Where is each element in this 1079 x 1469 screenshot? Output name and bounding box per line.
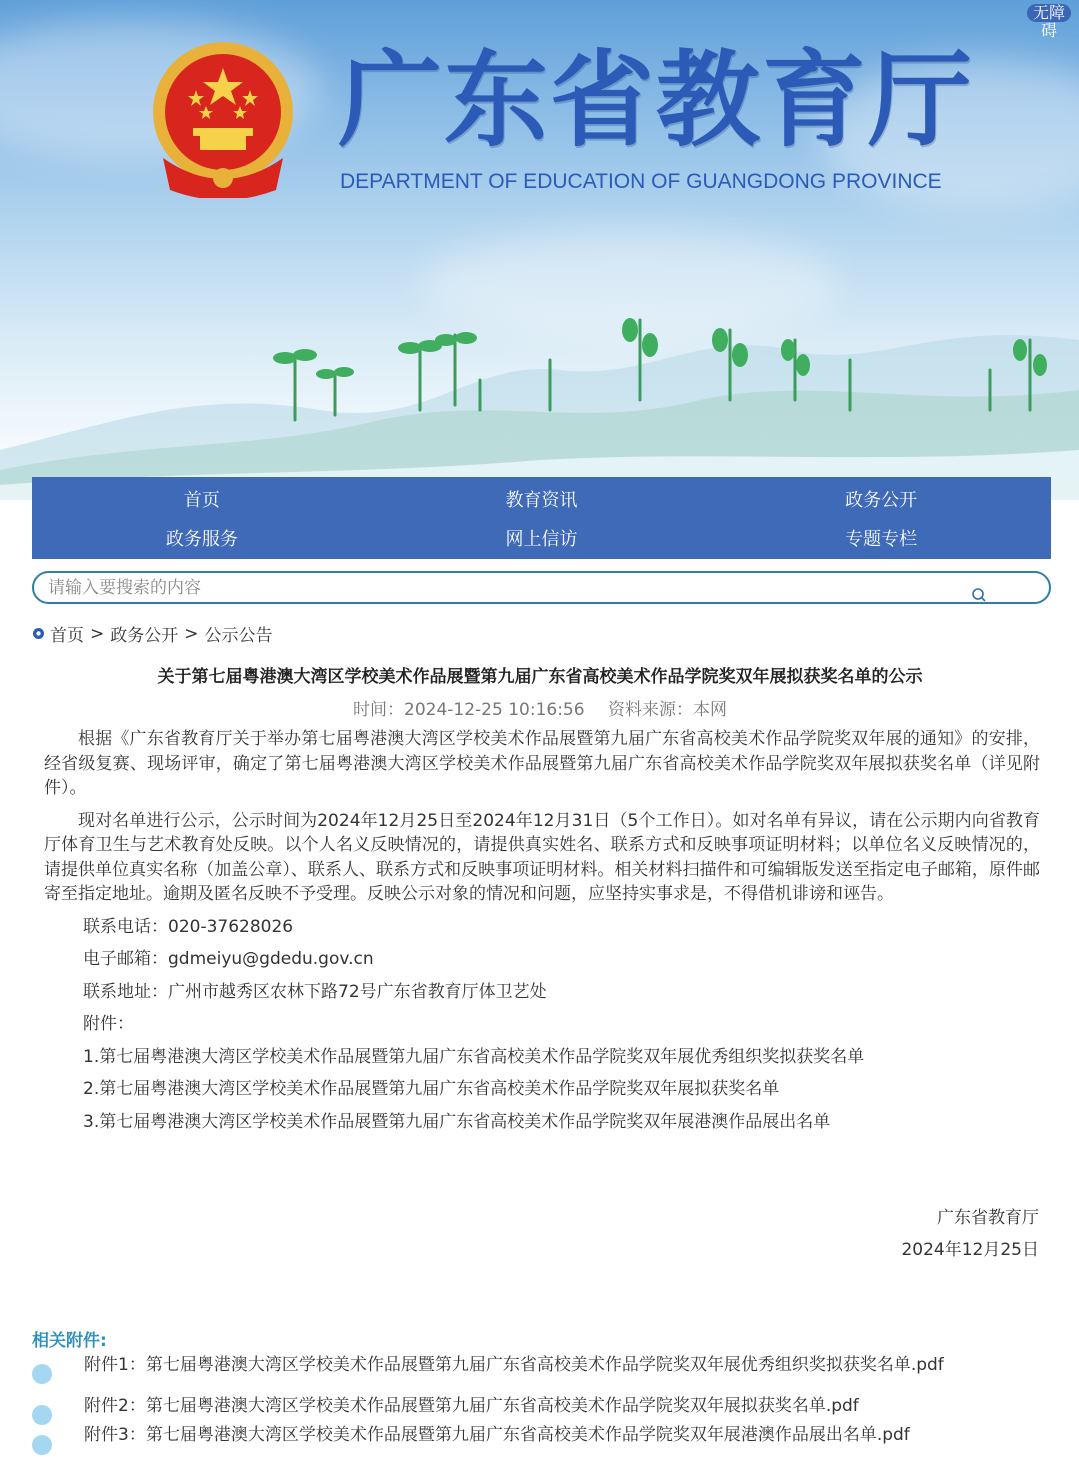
signature-org: 广东省教育厅 [937,1208,1039,1228]
search-bar [32,571,1051,604]
attachment-link-1[interactable]: 附件1：第七届粤港澳大湾区学校美术作品展暨第九届广东省高校美术作品学院奖双年展优秀组织奖拟获奖名单.pdf [84,1355,944,1375]
article-source: 资料来源：本网 [607,700,727,720]
site-subtitle: DEPARTMENT OF EDUCATION OF GUANGDONG PROVINCE [340,170,942,193]
breadcrumb-announcements[interactable]: 公示公告 [204,626,273,646]
related-attachment-2 [32,1396,1052,1416]
contact-phone: 联系电话：020-37628026 [83,916,294,937]
main-nav [32,477,1051,559]
contact-address: 联系地址：广州市越秀区农林下路72号广东省教育厅体卫艺处 [83,981,547,1002]
attachments-label: 附件： [83,1014,134,1035]
article-paragraph: 根据《广东省教育厅关于举办第七届粤港澳大湾区学校美术作品展暨第九届广东省高校美术作品学院奖双年展的通知》的安排，经省级复赛、现场评审，确定了第七届粤港澳大湾区学校美术作品展暨第九届广东省高校美术作品学院奖双年展拟获奖名单（详见附件）。 [44,729,1040,798]
signature-date: 2024年12月25日 [901,1240,1039,1260]
contact-email: 电子邮箱：gdmeiyu@gdedu.gov.cn [83,949,374,970]
nav-item-education-news[interactable]: 教育资讯 [505,489,578,511]
related-attachments-title: 相关附件: [32,1331,107,1351]
attachment-item: 3.第七届粤港澳大湾区学校美术作品展暨第九届广东省高校美术作品学院奖双年展港澳作品展出名单 [83,1112,831,1133]
related-attachment-3 [32,1425,1052,1445]
article-title: 关于第七届粤港澳大湾区学校美术作品展暨第九届广东省高校美术作品学院奖双年展拟获奖名单的公示 [157,667,923,687]
nav-item-home[interactable]: 首页 [183,489,220,511]
breadcrumb-separator: > [90,623,105,644]
national-emblem-icon [148,40,298,198]
accessibility-label-line1: 无障 [1027,4,1071,22]
breadcrumb-separator: > [184,623,199,644]
attachment-link-3[interactable]: 附件3：第七届粤港澳大湾区学校美术作品展暨第九届广东省高校美术作品学院奖双年展港澳作品展出名单.pdf [84,1425,910,1445]
article-body [44,727,1040,1143]
article-meta [40,695,1040,720]
article-paragraph: 现对名单进行公示，公示时间为2024年12月25日至2024年12月31日（5个工作日）。如对名单有异议，请在公示期内向省教育厅体育卫生与艺术教育处反映。以个人名义反映情况的，请提供真实姓名、联系方式和反映事项证明材料；以单位名义反映情况的，请提供单位真实名称（加盖公章）、联系人、联系方式和反映事项证明材料。相关材料扫描件和可编辑版发送至指定电子邮箱，原件邮寄至指定地址。逾期及匿名反映不予受理。反映公示对象的情况和问题，应坚持实事求是，不得借机诽谤和诬告。 [44,810,1040,904]
related-attachment-1 [32,1355,1052,1375]
bullet-dot-icon [32,1405,52,1425]
bullet-dot-icon [32,1364,52,1384]
nav-item-government-affairs[interactable]: 政务公开 [845,489,918,511]
site-title[interactable]: 广东省教育厅 [338,39,975,161]
attachment-item: 2.第七届粤港澳大湾区学校美术作品展暨第九届广东省高校美术作品学院奖双年展拟获奖名单 [83,1079,780,1100]
accessibility-label-line2: 碍 [1040,21,1057,40]
article-time: 时间：2024-12-25 10:16:56 [353,700,585,720]
bullet-dot-icon [32,1435,52,1455]
signature [901,1202,1039,1266]
attachment-item: 1.第七届粤港澳大湾区学校美术作品展暨第九届广东省高校美术作品学院奖双年展优秀组织奖拟获奖名单 [83,1046,865,1067]
accessibility-button[interactable] [1027,4,1071,40]
nav-item-online-petition[interactable]: 网上信访 [505,528,578,550]
breadcrumb-home[interactable]: 首页 [50,626,84,646]
attachment-link-2[interactable]: 附件2：第七届粤港澳大湾区学校美术作品展暨第九届广东省高校美术作品学院奖双年展拟获奖名单.pdf [84,1396,859,1416]
search-input[interactable] [48,575,968,600]
search-icon[interactable] [971,587,987,603]
nav-item-government-services[interactable]: 政务服务 [165,528,238,550]
breadcrumb-government-affairs[interactable]: 政务公开 [110,626,179,646]
location-icon [32,627,45,640]
landscape-illustration [0,300,1079,500]
nav-item-special-topics[interactable]: 专题专栏 [845,528,918,550]
breadcrumb [32,621,273,646]
header-banner [0,0,1079,500]
